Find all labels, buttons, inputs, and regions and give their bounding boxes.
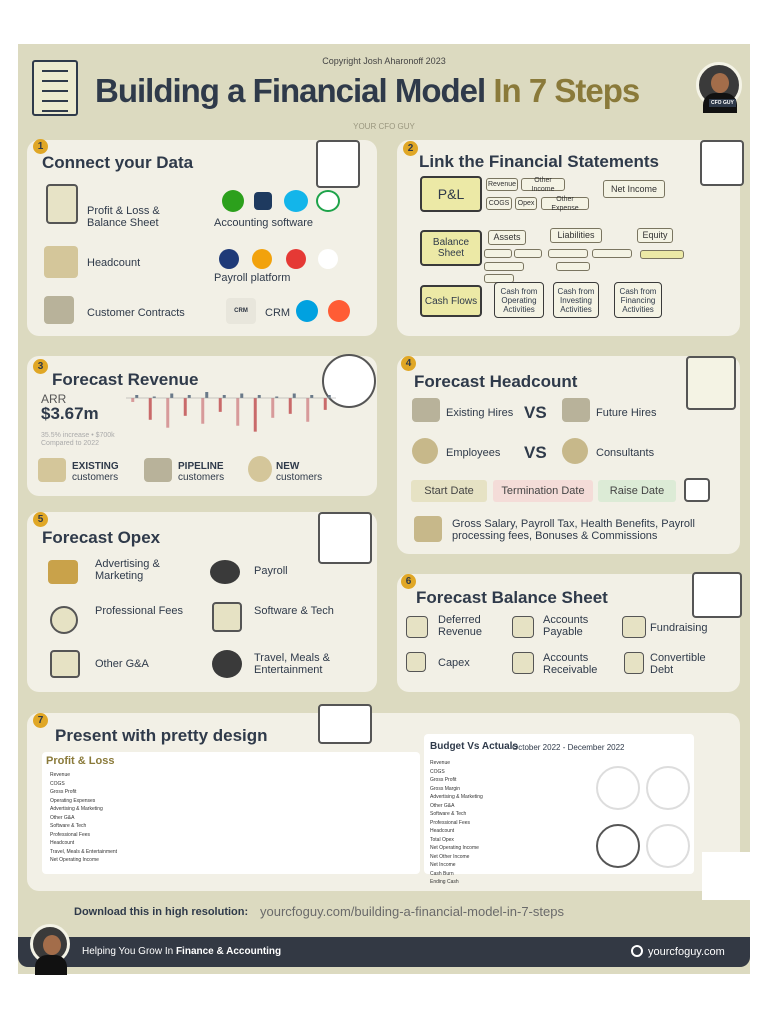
list-icon bbox=[50, 650, 80, 678]
chart-bar bbox=[135, 395, 138, 398]
subtitle: YOUR CFO GUY bbox=[353, 122, 415, 131]
report-row-label: Gross Margin bbox=[430, 785, 461, 792]
arr-note: 35.5% increase • $700k Compared to 2022 bbox=[41, 432, 115, 447]
capex-icon bbox=[406, 652, 426, 672]
cash-flows-box: Cash Flows bbox=[420, 285, 482, 317]
payroll-label: Payroll bbox=[254, 565, 288, 577]
ar-label: Accounts Receivable bbox=[543, 652, 598, 676]
team-icon bbox=[412, 398, 440, 422]
page-title: Building a Financial Model In 7 Steps bbox=[95, 72, 640, 109]
chart-bar bbox=[184, 398, 187, 416]
ledger-box bbox=[592, 249, 632, 258]
report-row-label: Net Operating Income bbox=[50, 857, 99, 863]
cff-box: Cash from Financing Activities bbox=[614, 282, 662, 318]
report-row-label: Travel, Meals & Entertainment bbox=[50, 848, 118, 855]
existing-hires: Existing Hires bbox=[446, 407, 514, 419]
invoice-icon bbox=[318, 512, 372, 564]
step-number: 5 bbox=[33, 512, 48, 527]
download-link[interactable]: yourcfoguy.com/building-a-financial-model-in-7-steps bbox=[260, 904, 564, 919]
report-row-label: Total Opex bbox=[430, 836, 454, 843]
pl-row-labels bbox=[50, 772, 140, 872]
travel-label: Travel, Meals & Entertainment bbox=[254, 652, 331, 676]
ledger-box bbox=[548, 249, 588, 258]
step1-title: Connect your Data bbox=[42, 153, 194, 172]
headcount-label: Headcount bbox=[87, 257, 141, 269]
other-income-box: Other Income bbox=[521, 178, 565, 191]
new-customer-icon bbox=[248, 456, 272, 482]
assets-box: Assets bbox=[488, 230, 526, 245]
future-hire-icon bbox=[562, 398, 590, 422]
prof-fees-label: Professional Fees bbox=[95, 605, 184, 617]
crm-label: CRM bbox=[265, 307, 291, 319]
bva-row-labels bbox=[430, 760, 520, 885]
document-icon bbox=[32, 60, 78, 116]
hubspot-icon bbox=[328, 300, 350, 322]
cogs-box: COGS bbox=[486, 197, 512, 210]
step5-title: Forecast Opex bbox=[42, 528, 161, 547]
deferred-label: Deferred Revenue bbox=[438, 614, 483, 638]
footer-tagline: Helping You Grow In Finance & Accounting bbox=[82, 946, 282, 957]
rippling-icon bbox=[252, 249, 272, 269]
balance-sheet-box: Balance Sheet bbox=[420, 230, 482, 266]
ledger-box bbox=[484, 262, 524, 271]
kpi-ring bbox=[596, 766, 640, 810]
liabilities-box: Liabilities bbox=[550, 228, 602, 243]
convertible-label: Convertible Debt bbox=[650, 652, 706, 676]
report-row-label: Other G&A bbox=[50, 814, 75, 821]
step-number: 6 bbox=[401, 574, 416, 589]
pl-report-title: Profit & Loss bbox=[46, 755, 115, 767]
payroll-icon bbox=[210, 560, 240, 584]
debt-icon bbox=[624, 652, 644, 674]
calendar-icon bbox=[684, 478, 710, 502]
contracts-label: Customer Contracts bbox=[87, 307, 185, 319]
copyright: Copyright Josh Aharonoff 2023 bbox=[322, 56, 446, 66]
chart-bar bbox=[188, 395, 191, 398]
kpi-ring bbox=[646, 824, 690, 868]
payroll-label: Payroll platform bbox=[214, 272, 291, 284]
report-row-label: Software & Tech bbox=[50, 823, 87, 829]
employees-label: Employees bbox=[446, 447, 501, 459]
justworks-icon bbox=[219, 249, 239, 269]
step4-title: Forecast Headcount bbox=[414, 372, 578, 391]
crm-icon: CRM bbox=[226, 298, 256, 324]
xero-icon bbox=[284, 190, 308, 212]
pl-box: P&L bbox=[420, 176, 482, 212]
existing-sub: customers bbox=[72, 472, 119, 483]
start-date-pill: Start Date bbox=[411, 480, 487, 502]
bva-period: October 2022 - December 2022 bbox=[512, 743, 625, 752]
footer-site[interactable]: yourcfoguy.com bbox=[648, 946, 725, 958]
pipeline-sub: customers bbox=[178, 472, 225, 483]
software-label: Software & Tech bbox=[254, 605, 334, 617]
step3-title: Forecast Revenue bbox=[52, 370, 199, 389]
report-row-label: Headcount bbox=[50, 840, 75, 846]
statement-icon bbox=[700, 140, 744, 186]
net-income-box: Net Income bbox=[603, 180, 665, 198]
chart-bar bbox=[258, 395, 261, 398]
report-row-label: Other G&A bbox=[430, 802, 455, 809]
report-row-label: Net Income bbox=[430, 862, 456, 868]
dashboard-icon bbox=[318, 704, 372, 744]
pl-bs-label: Profit & Loss & Balance Sheet bbox=[87, 205, 160, 229]
cfo-box: Cash from Operating Activities bbox=[494, 282, 544, 318]
future-hires: Future Hires bbox=[596, 407, 657, 419]
equity-box: Equity bbox=[637, 228, 673, 243]
step-number: 2 bbox=[403, 141, 418, 156]
cfi-box: Cash from Investing Activities bbox=[553, 282, 599, 318]
existing-label: EXISTING bbox=[72, 461, 119, 472]
kpi-ring bbox=[646, 766, 690, 810]
step-number: 3 bbox=[33, 359, 48, 374]
report-row-label: Net Other Income bbox=[430, 853, 470, 860]
kpi-ring bbox=[596, 824, 640, 868]
ga-label: Other G&A bbox=[95, 658, 149, 670]
chart-bar bbox=[306, 398, 309, 422]
balance-icon bbox=[692, 572, 742, 618]
chart-bar bbox=[271, 398, 274, 418]
fees-icon bbox=[50, 606, 78, 634]
chart-bar bbox=[328, 395, 331, 398]
pipeline-label: PIPELINE bbox=[178, 461, 224, 472]
consultants-label: Consultants bbox=[596, 447, 655, 459]
presenter-icon bbox=[686, 356, 736, 410]
payable-icon bbox=[512, 616, 534, 638]
gusto-icon bbox=[286, 249, 306, 269]
qr-code[interactable] bbox=[702, 852, 750, 900]
chart-bar bbox=[240, 394, 243, 399]
consultant-icon bbox=[562, 438, 588, 464]
report-row-label: Revenue bbox=[50, 772, 71, 778]
step6-title: Forecast Balance Sheet bbox=[416, 588, 608, 607]
download-label: Download this in high resolution: bbox=[74, 906, 249, 918]
new-label: NEW bbox=[276, 461, 300, 472]
chart-bar bbox=[170, 394, 173, 399]
adv-label: Advertising & Marketing bbox=[95, 558, 160, 582]
termination-date-pill: Termination Date bbox=[493, 480, 593, 502]
contract-icon bbox=[44, 296, 74, 324]
arr-label: ARR bbox=[41, 392, 67, 406]
receivable-icon bbox=[512, 652, 534, 674]
pipeline-icon bbox=[144, 458, 172, 482]
spreadsheet-icon bbox=[46, 184, 78, 224]
trinet-icon bbox=[318, 249, 338, 269]
chart-bar bbox=[324, 398, 327, 410]
people-icon bbox=[44, 246, 78, 278]
sage-icon bbox=[316, 190, 340, 212]
chart-bar bbox=[201, 398, 204, 424]
revenue-box: Revenue bbox=[486, 178, 518, 191]
fundraising-icon bbox=[622, 616, 646, 638]
report-row-label: Advertising & Marketing bbox=[430, 794, 483, 800]
report-row-label: Professional Fees bbox=[50, 831, 91, 838]
ledger-box bbox=[514, 249, 542, 258]
other-expense-box: Other Expense bbox=[541, 197, 589, 210]
chart-bar bbox=[310, 395, 313, 398]
handshake-icon bbox=[38, 458, 66, 482]
chart-bar bbox=[236, 398, 239, 426]
fundraising-label: Fundraising bbox=[650, 622, 708, 634]
globe-icon bbox=[631, 945, 643, 957]
capex-label: Capex bbox=[438, 657, 470, 669]
report-row-label: Software & Tech bbox=[430, 811, 467, 817]
report-row-label: COGS bbox=[430, 768, 445, 775]
raise-date-pill: Raise Date bbox=[598, 480, 676, 502]
report-row-label: Professional Fees bbox=[430, 819, 471, 826]
vs-label: VS bbox=[524, 403, 547, 422]
money-growth-icon bbox=[414, 516, 442, 542]
chart-bar bbox=[131, 398, 134, 402]
step-number: 4 bbox=[401, 356, 416, 371]
bva-title: Budget Vs Actuals bbox=[430, 741, 518, 752]
avatar bbox=[30, 924, 70, 964]
report-row-label: Gross Profit bbox=[430, 777, 457, 783]
upload-icon bbox=[316, 140, 360, 188]
project-icon bbox=[212, 602, 242, 632]
accounting-label: Accounting software bbox=[214, 217, 314, 229]
chart-bar bbox=[293, 394, 296, 399]
report-row-label: COGS bbox=[50, 780, 65, 787]
ledger-box bbox=[484, 249, 512, 258]
report-row-label: Net Operating Income bbox=[430, 845, 479, 851]
deferred-icon bbox=[406, 616, 428, 638]
chart-bar bbox=[289, 398, 292, 414]
megaphone-icon bbox=[48, 560, 78, 584]
travel-icon bbox=[212, 650, 242, 678]
chart-bar bbox=[149, 398, 152, 420]
new-sub: customers bbox=[276, 472, 323, 483]
chart-bar bbox=[254, 398, 257, 432]
step7-title: Present with pretty design bbox=[55, 726, 268, 745]
report-row-label: Operating Expenses bbox=[50, 797, 96, 804]
arr-value: $3.67m bbox=[41, 404, 99, 423]
report-row-label: Cash Burn bbox=[430, 870, 454, 877]
ledger-box bbox=[640, 250, 684, 259]
chart-bar bbox=[223, 395, 226, 398]
revenue-chart bbox=[126, 390, 336, 434]
headcount-costs: Gross Salary, Payroll Tax, Health Benefits, Payroll processing fees, Bonuses & Commissions bbox=[452, 518, 695, 542]
ledger-box bbox=[556, 262, 590, 271]
report-row-label: Ending Cash bbox=[430, 879, 459, 885]
chart-bar bbox=[205, 392, 208, 398]
opex-box: Opex bbox=[515, 197, 537, 210]
netsuite-icon bbox=[254, 192, 272, 210]
report-row-label: Advertising & Marketing bbox=[50, 806, 103, 812]
report-row-label: Revenue bbox=[430, 760, 451, 766]
report-row-label: Gross Profit bbox=[50, 789, 77, 795]
quickbooks-icon bbox=[222, 190, 244, 212]
vs-label: VS bbox=[524, 443, 547, 462]
avatar: CFO GUY bbox=[696, 62, 742, 108]
ap-label: Accounts Payable bbox=[543, 614, 589, 638]
employee-icon bbox=[412, 438, 438, 464]
chart-bar bbox=[166, 398, 169, 428]
report-row-label: Headcount bbox=[430, 828, 455, 834]
step-number: 7 bbox=[33, 713, 48, 728]
step-number: 1 bbox=[33, 139, 48, 154]
step2-title: Link the Financial Statements bbox=[419, 152, 659, 171]
chart-bar bbox=[219, 398, 222, 412]
salesforce-icon bbox=[296, 300, 318, 322]
